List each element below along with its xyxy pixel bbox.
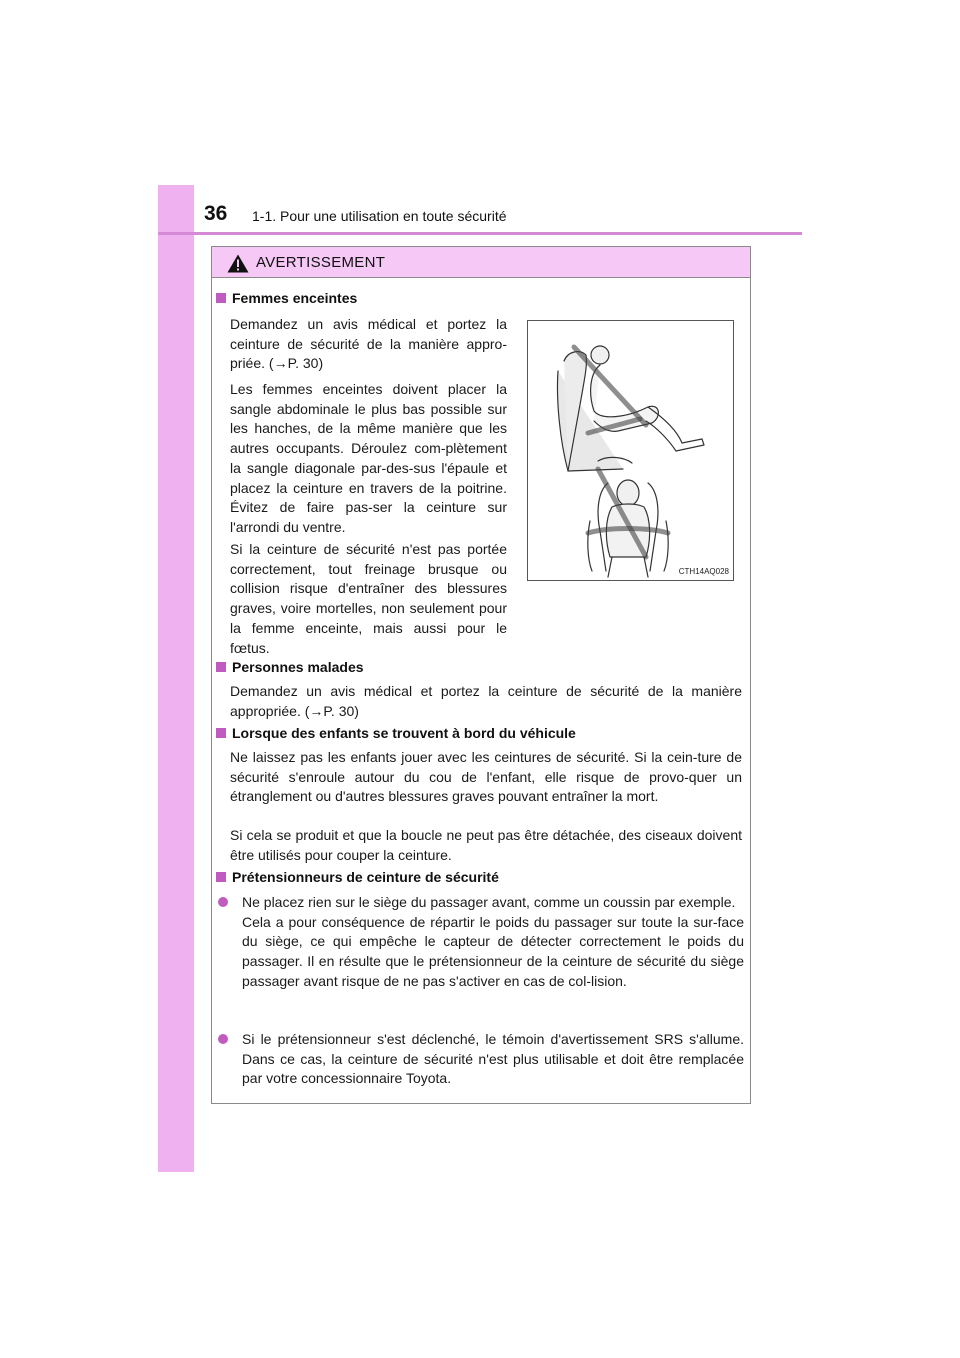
section-heading-pregnant: Femmes enceintes — [216, 290, 357, 306]
square-bullet-icon — [216, 293, 226, 303]
paragraph: Ne laissez pas les enfants jouer avec les ceintures de sécurité. Si la cein-ture de sécurité s'enroule autour du cou de l'enfant, elle risque de provo-quer un étranglement ou d'autres blessures graves pouvant entraîner la mort. — [230, 749, 742, 805]
square-bullet-icon — [216, 662, 226, 672]
warning-triangle-icon — [227, 254, 249, 273]
section-heading-pretensioners: Prétensionneurs de ceinture de sécurité — [216, 869, 499, 885]
seatbelt-illustration — [527, 320, 734, 581]
list-item — [218, 1030, 744, 1089]
paragraph: Si la ceinture de sécurité n'est pas portée correctement, tout freinage brusque ou collision risque d'entraîner des blessures graves, voire mortelles, non seulement pour la femme enceinte, mais aussi pour le fœtus. — [230, 541, 507, 656]
paragraph: Demandez un avis médical et portez la ceinture de sécurité de la manière appropriée. (→P. 30) — [230, 683, 742, 719]
round-bullet-icon — [218, 1034, 228, 1044]
section-heading-children: Lorsque des enfants se trouvent à bord du véhicule — [216, 725, 576, 741]
paragraph: Les femmes enceintes doivent placer la sangle abdominale le plus bas possible sur les hanches, de la même manière que les autres occupants. Déroulez com-plètement la sangle diagonale par-des-sus l'épaule et placez la ceinture en travers de la poitrine. Évitez de faire pas-ser la ceinture sur l'arrondi du ventre. — [230, 381, 507, 535]
paragraph: Ne placez rien sur le siège du passager avant, comme un coussin par exemple. — [242, 894, 736, 910]
warning-title: AVERTISSEMENT — [256, 254, 386, 271]
figure-code: CTH14AQ028 — [678, 567, 729, 576]
pregnant-woman-seatbelt-image — [528, 321, 733, 580]
paragraph: Si cela se produit et que la boucle ne peut pas être détachée, des ciseaux doivent être utilisés pour couper la ceinture. — [230, 827, 742, 863]
paragraph: Cela a pour conséquence de répartir le poids du passager sur toute la sur-face du siège, ce qui empêche le capteur de détecter correctement le poids du passager. Il en résulte que le prétensionneur de la ceinture de sécurité du siège passager avant risque de ne pas s'activer en cas de col-lision. — [242, 913, 744, 989]
chapter-side-tab — [158, 185, 194, 1172]
header-rule — [158, 232, 802, 235]
square-bullet-icon — [216, 872, 226, 882]
list-item — [218, 893, 744, 992]
paragraph: Demandez un avis médical et portez la ceinture de sécurité de la manière appro-priée. (→P. 30) — [230, 316, 507, 372]
round-bullet-icon — [218, 897, 228, 907]
section-title: 1-1. Pour une utilisation en toute sécurité — [252, 208, 507, 224]
section-heading-ill: Personnes malades — [216, 659, 364, 675]
paragraph: Si le prétensionneur s'est déclenché, le témoin d'avertissement SRS s'allume. Dans ce cas, la ceinture de sécurité n'est plus utilisable et doit être remplacée par votre concessionnaire Toyota. — [242, 1031, 744, 1087]
warning-header — [212, 247, 750, 278]
page-number: 36 — [204, 202, 228, 225]
square-bullet-icon — [216, 728, 226, 738]
